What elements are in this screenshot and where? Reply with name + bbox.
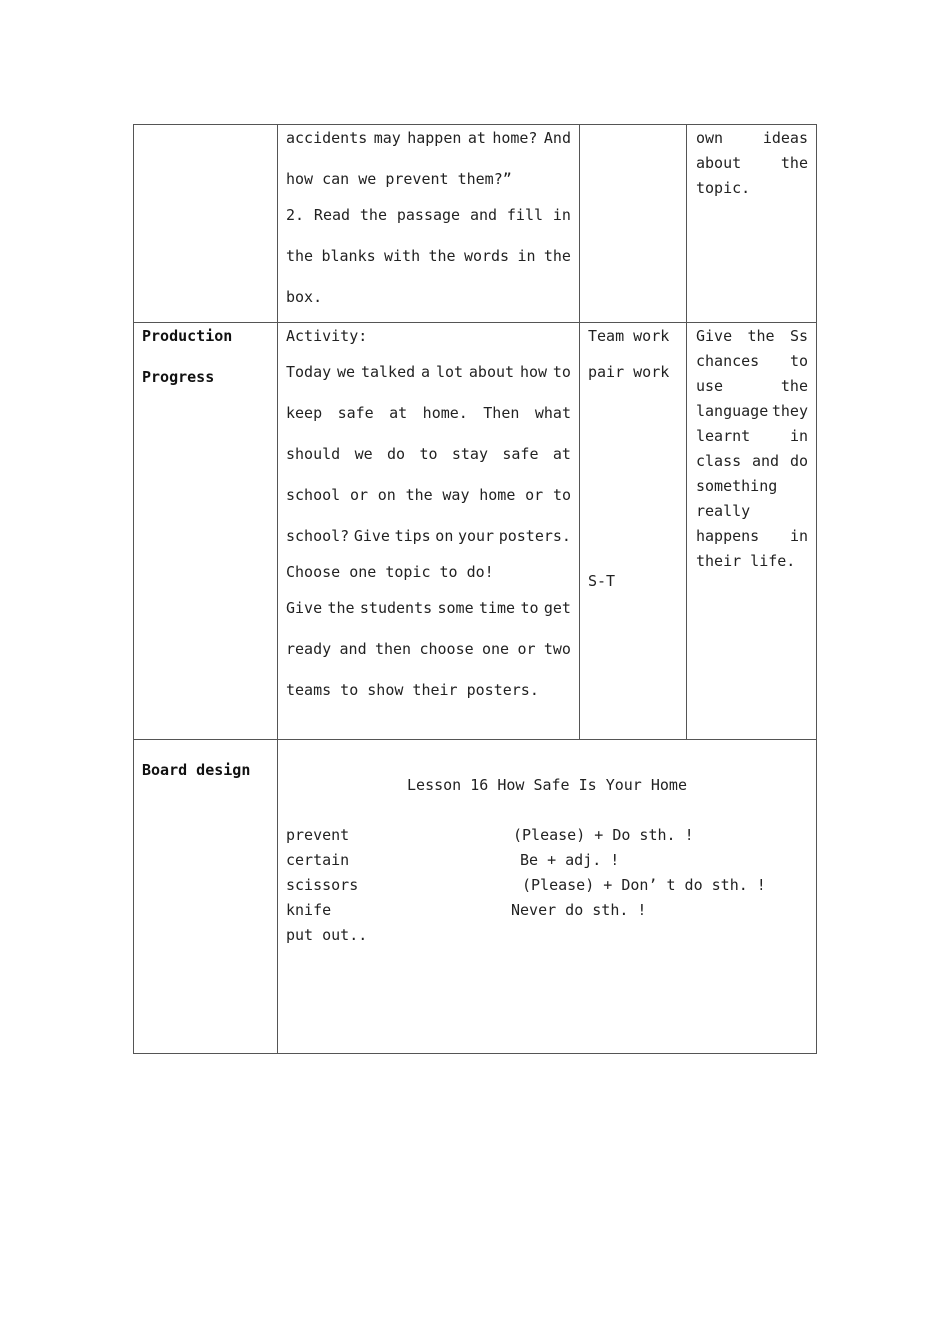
- row2-activity-line-9: ready and then choose one or two: [286, 640, 571, 658]
- row2-purpose-line-7: something: [696, 477, 778, 495]
- row2-activity-line-2: Today we talked a lot about how to: [286, 363, 571, 381]
- board-pattern-item: (Please) + Don’ t do sth. !: [522, 876, 766, 894]
- row1-activity-line-3: 2. Read the passage and fill in: [286, 206, 571, 224]
- table-border-right: [816, 124, 817, 1054]
- board-pattern-item: Never do sth. !: [511, 901, 647, 919]
- row1-activity-line-4: the blanks with the words in the: [286, 247, 571, 265]
- board-pattern-item: (Please) + Do sth. !: [513, 826, 694, 844]
- row2-stage-line-1: Production: [142, 327, 233, 345]
- row2-purpose-line-4: language they: [696, 402, 808, 420]
- row2-activity-heading: Activity:: [286, 327, 368, 345]
- board-vocab-list: [278, 740, 498, 1053]
- row1-activity-line-1: accidents may happen at home? And: [286, 129, 571, 147]
- row2-purpose-line-8: really: [696, 502, 751, 520]
- board-vocab-item: scissors: [286, 876, 359, 894]
- row2-purpose-line-9: happens in: [696, 527, 808, 545]
- row2-mode-cell: [580, 323, 686, 739]
- row2-stage-line-2: Progress: [142, 368, 215, 386]
- row2-activity-line-4: should we do to stay safe at: [286, 445, 571, 463]
- row1-activity-line-2: how can we prevent them?”: [286, 170, 512, 188]
- table-border-bottom: [133, 1053, 817, 1054]
- board-pattern-item: Be + adj. !: [520, 851, 620, 869]
- row2-purpose-line-1: Give the Ss: [696, 327, 808, 345]
- board-vocab-item: put out..: [286, 926, 368, 944]
- row1-activity-cell: [278, 125, 579, 322]
- row1-activity-line-5: box.: [286, 288, 323, 306]
- row2-mode-s-t: S-T: [588, 572, 616, 590]
- row2-activity-line-6: school? Give tips on your posters.: [286, 527, 571, 545]
- row2-activity-cell: [278, 323, 579, 739]
- row1-mode-cell: [580, 125, 686, 322]
- row2-stage-cell: [134, 323, 277, 739]
- row1-purpose-line-2: about the: [696, 154, 808, 172]
- row2-activity-line-8: Give the students some time to get: [286, 599, 571, 617]
- row2-activity-line-10: teams to show their posters.: [286, 681, 539, 699]
- row2-purpose-line-6: class and do: [696, 452, 808, 470]
- board-pattern-list: [500, 740, 816, 1053]
- row2-purpose-line-10: their life.: [696, 552, 796, 570]
- row1-purpose-line-1: own ideas: [696, 129, 808, 147]
- row2-activity-line-7: Choose one topic to do!: [286, 563, 494, 581]
- row1-stage-cell: [134, 125, 277, 322]
- row2-activity-line-5: school or on the way home or to: [286, 486, 571, 504]
- board-title: Lesson 16 How Safe Is Your Home: [407, 776, 687, 794]
- board-vocab-item: prevent: [286, 826, 350, 844]
- board-vocab-item: certain: [286, 851, 350, 869]
- row3-stage-cell: [134, 740, 277, 1053]
- row1-purpose-cell: [687, 125, 816, 322]
- row1-purpose-line-3: topic.: [696, 179, 751, 197]
- row2-mode-team-work: Team work: [588, 327, 670, 345]
- row2-activity-line-3: keep safe at home. Then what: [286, 404, 571, 422]
- row2-purpose-line-5: learnt in: [696, 427, 808, 445]
- row2-purpose-cell: [687, 323, 816, 739]
- board-vocab-item: knife: [286, 901, 332, 919]
- row2-mode-pair-work: pair work: [588, 363, 670, 381]
- row3-stage-text: Board design: [142, 761, 251, 779]
- row2-purpose-line-2: chances to: [696, 352, 808, 370]
- row2-purpose-line-3: use the: [696, 377, 808, 395]
